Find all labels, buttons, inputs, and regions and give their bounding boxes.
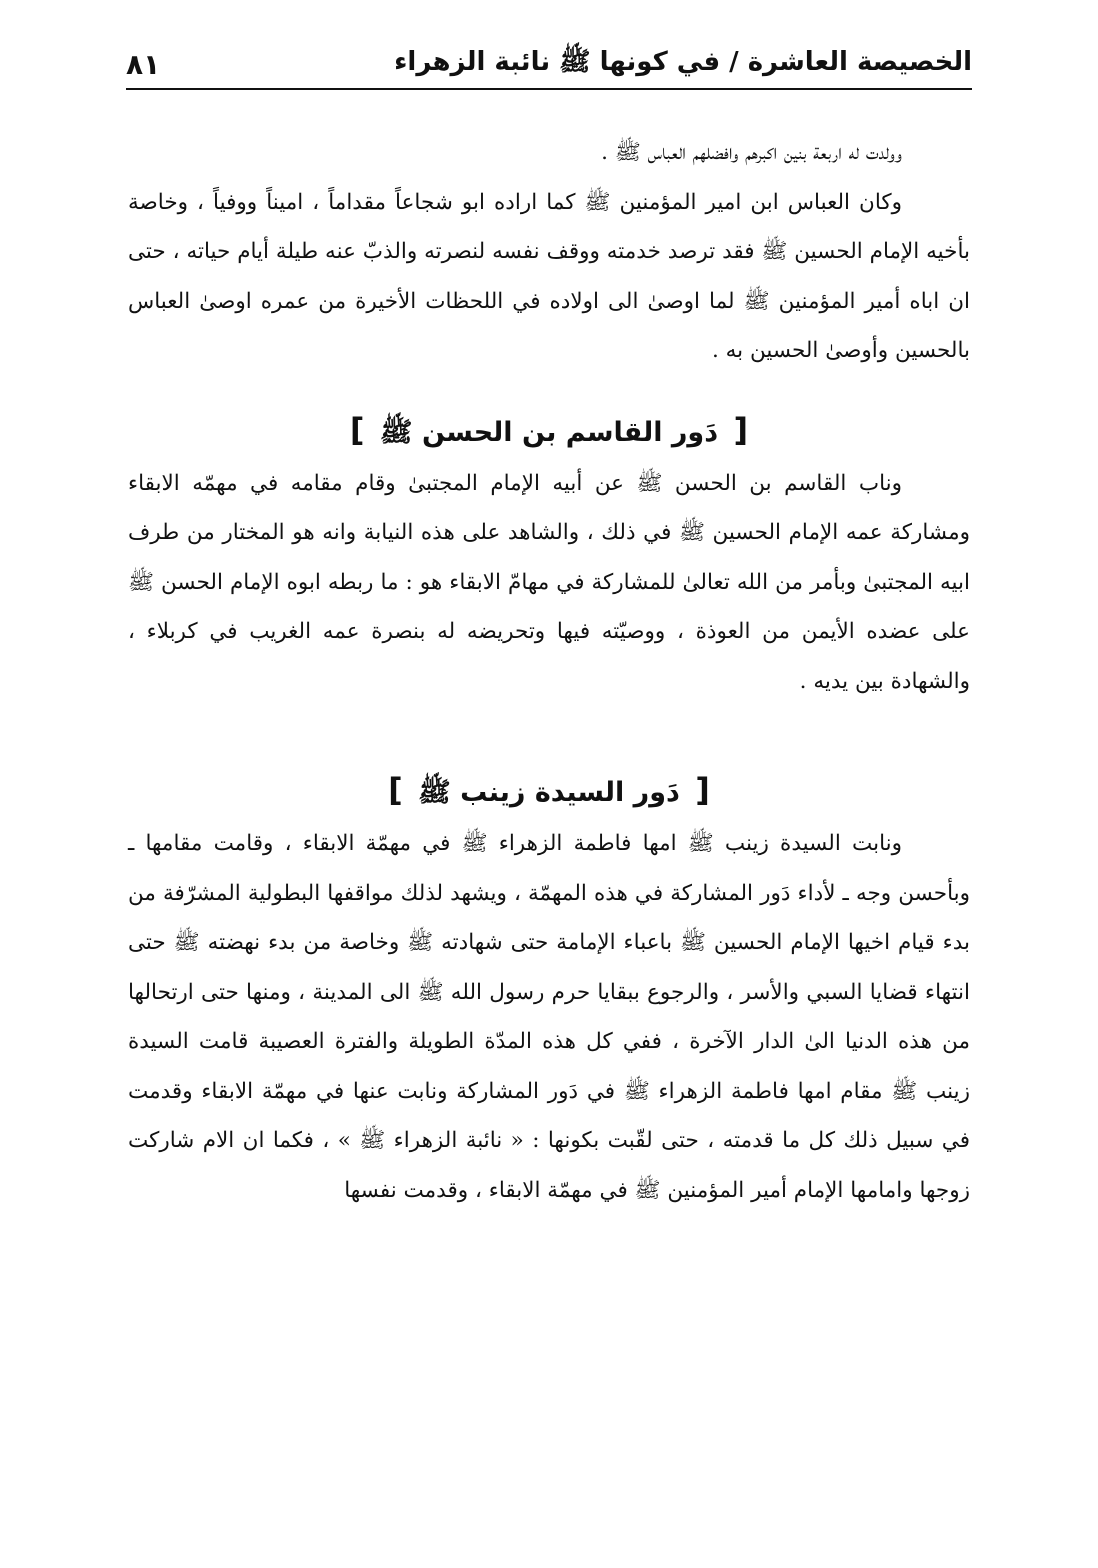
running-header-title: الخصيصة العاشرة / في كونها ﷺ نائبة الزهراء <box>394 47 972 77</box>
paragraph-sons: وولدت له اربعة بنين اكبرهم وافضلهم العباس ﷺ . <box>601 140 902 165</box>
page-body <box>128 128 970 1215</box>
section-heading-zaynab <box>128 764 970 819</box>
section-heading-qasim <box>128 404 970 459</box>
paragraph-abbas: وكان العباس ابن امير المؤمنين ﷺ كما اراده ابو شجاعاً مقداماً ، اميناً ووفياً ، وخاصة بأخيه الإمام الحسين ﷺ فقد ترصد خدمته ووقف نفسه لنصرته والذبّ عنه طيلة أيام حياته ، حتى ان اباه أمير المؤمنين ﷺ لما اوصىٰ الى اولاده في اللحظات الأخيرة من عمره اوصىٰ العباس بالحسين وأوصىٰ الحسين به . <box>128 189 970 363</box>
bracket-close: ] <box>349 410 365 449</box>
running-header <box>126 40 972 88</box>
bracket-close: ] <box>388 771 403 809</box>
section-heading-zaynab-text: دَور السيدة زينب ﷺ <box>418 777 680 808</box>
header-divider <box>126 88 972 90</box>
section-heading-qasim-text: دَور القاسم بن الحسن ﷺ <box>379 416 719 448</box>
paragraph-qasim: وناب القاسم بن الحسن ﷺ عن أبيه الإمام المجتبىٰ وقام مقامه في مهمّه الابقاء ومشاركة عمه الإمام الحسين ﷺ في ذلك ، والشاهد على هذه النيابة وانه هو المختار من طرف ابيه المجتبىٰ وبأمر من الله تعالىٰ للمشاركة في مهامّ الابقاء هو : ما ربطه ابوه الإمام الحسن ﷺ على عضده الأيمن من العوذة ، ووصيّته فيها وتحريضه له بنصرة عمه الغريب في كربلاء ، والشهادة بين يديه . <box>128 470 970 694</box>
paragraph-zaynab: ونابت السيدة زينب ﷺ امها فاطمة الزهراء ﷺ في مهمّة الابقاء ، وقامت مقامها ـ وبأحسن وجه ـ لأداء دَور المشاركة في هذه المهمّة ، ويشهد لذلك مواقفها البطولية المشرّفة من بدء قيام اخيها الإمام الحسين ﷺ باعباء الإمامة حتى شهادته ﷺ وخاصة من بدء نهضته ﷺ حتى انتهاء قضايا السبي والأسر ، والرجوع ببقايا حرم رسول الله ﷺ الى المدينة ، ومنها حتى ارتحالها من هذه الدنيا الىٰ الدار الآخرة ، ففي كل هذه المدّة الطويلة والفترة العصيبة قامت السيدة زينب ﷺ مقام امها فاطمة الزهراء ﷺ في دَور المشاركة ونابت عنها في مهمّة الابقاء وقدمت في سبيل ذلك كل ما قدمته ، حتى لقّبت بكونها : « نائبة الزهراء ﷺ » ، فكما ان الام شاركت زوجها وامامها الإمام أمير المؤمنين ﷺ في مهمّة الابقاء ، وقدمت نفسها <box>128 831 970 1203</box>
page-number: ٨١ <box>126 47 161 81</box>
bracket-open: [ <box>695 771 710 809</box>
bracket-open: [ <box>733 410 749 449</box>
